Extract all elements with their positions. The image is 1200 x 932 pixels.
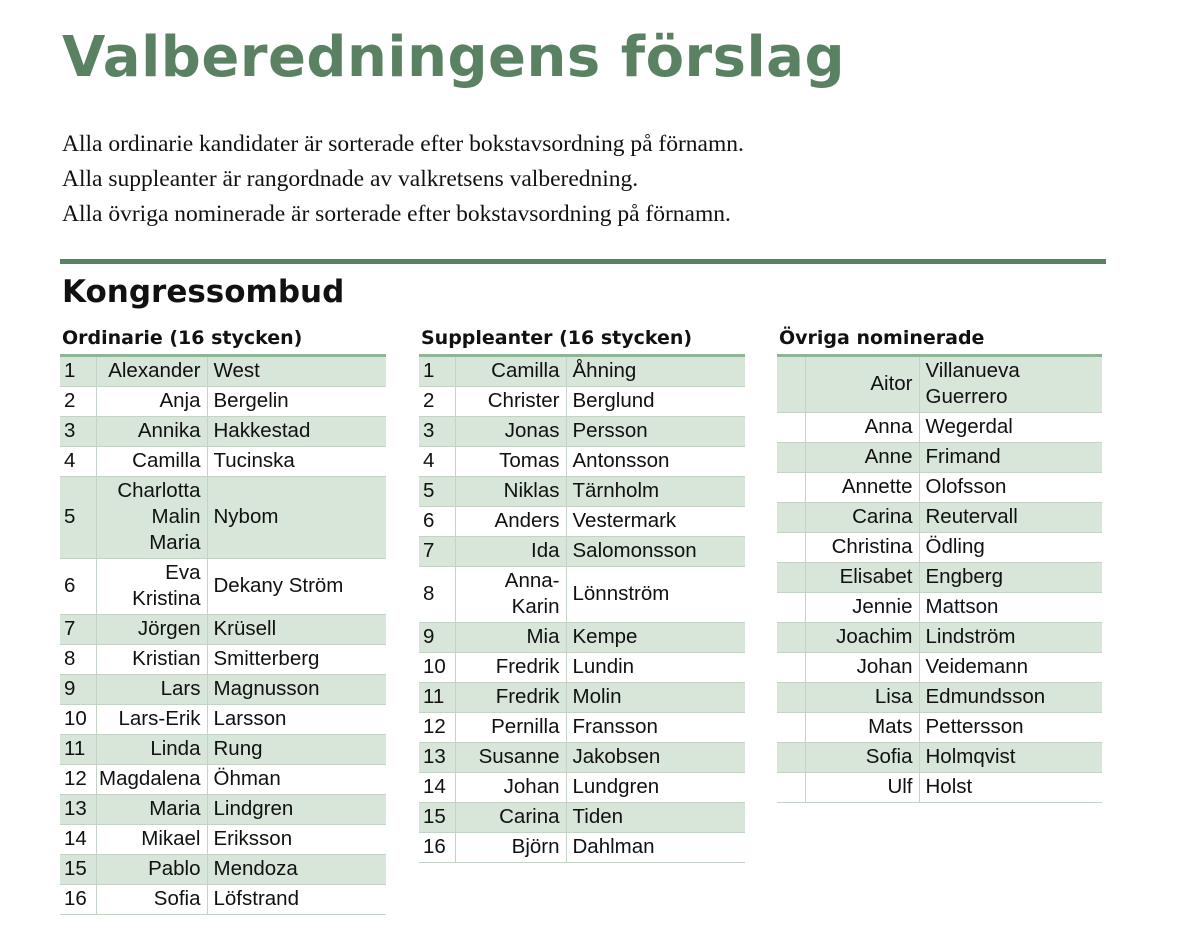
row-number: 14 [60,825,96,855]
row-number: 16 [419,833,455,863]
first-name: Linda [96,735,207,765]
first-name: Susanne [455,743,566,773]
row-number: 11 [419,683,455,713]
row-number: 1 [60,356,96,387]
table-row [419,653,745,683]
table-row [419,417,745,447]
last-name: Åhning [566,356,745,387]
first-name: Jennie [805,593,919,623]
row-number: 16 [60,885,96,915]
row-number [777,503,805,533]
last-name: Vestermark [566,507,745,537]
last-name: Fransson [566,713,745,743]
ovriga-heading: Övriga nominerade [779,327,985,349]
table-row [60,615,386,645]
row-number: 10 [60,705,96,735]
last-name: Nybom [207,477,386,559]
table-row [60,885,386,915]
first-name: Joachim [805,623,919,653]
last-name: Reutervall [919,503,1102,533]
last-name: Lindgren [207,795,386,825]
last-name: Bergelin [207,387,386,417]
first-name: Niklas [455,477,566,507]
last-name: Holmqvist [919,743,1102,773]
first-name: Maria [96,795,207,825]
first-name: Lisa [805,683,919,713]
last-name: Veidemann [919,653,1102,683]
table-row [777,683,1102,713]
table-row [777,443,1102,473]
table-row [419,743,745,773]
last-name: Villanueva Guerrero [919,356,1102,413]
first-name: Mikael [96,825,207,855]
table-row [419,623,745,653]
last-name: Engberg [919,563,1102,593]
row-number: 11 [60,735,96,765]
row-number: 7 [419,537,455,567]
first-name: Kristian [96,645,207,675]
last-name: Krüsell [207,615,386,645]
table-row [60,356,386,387]
first-name: Carina [455,803,566,833]
last-name: Kempe [566,623,745,653]
table-row [60,447,386,477]
table-row [777,623,1102,653]
first-name: Elisabet [805,563,919,593]
last-name: Eriksson [207,825,386,855]
row-number [777,593,805,623]
first-name: Pernilla [455,713,566,743]
first-name: Annette [805,473,919,503]
last-name: Löfstrand [207,885,386,915]
table-row [60,735,386,765]
row-number: 2 [419,387,455,417]
table-row [419,507,745,537]
first-name: Charlotta Malin Maria [96,477,207,559]
row-number: 4 [419,447,455,477]
intro-text [62,127,744,232]
first-name: Johan [455,773,566,803]
table-row [419,356,745,387]
last-name: Lundin [566,653,745,683]
last-name: Tärnholm [566,477,745,507]
last-name: Tucinska [207,447,386,477]
first-name: Anders [455,507,566,537]
first-name: Fredrik [455,653,566,683]
last-name: Molin [566,683,745,713]
table-row [777,653,1102,683]
first-name: Anja [96,387,207,417]
row-number: 10 [419,653,455,683]
first-name: Pablo [96,855,207,885]
first-name: Aitor [805,356,919,413]
row-number: 5 [60,477,96,559]
table-row [60,387,386,417]
intro-line: Alla övriga nominerade är sorterade efter bokstavsordning på förnamn. [62,201,731,227]
intro-line: Alla ordinarie kandidater är sorterade efter bokstavsordning på förnamn. [62,131,744,157]
row-number: 15 [60,855,96,885]
last-name: Holst [919,773,1102,803]
row-number: 8 [60,645,96,675]
section-title: Kongressombud [62,274,345,310]
last-name: Lundgren [566,773,745,803]
suppleanter-heading: Suppleanter (16 stycken) [421,327,693,349]
row-number: 5 [419,477,455,507]
table-row [419,803,745,833]
last-name: Ödling [919,533,1102,563]
first-name: Anne [805,443,919,473]
last-name: Mattson [919,593,1102,623]
row-number: 2 [60,387,96,417]
table-row [419,537,745,567]
table-row [419,447,745,477]
table-row [777,743,1102,773]
first-name: Fredrik [455,683,566,713]
row-number: 3 [419,417,455,447]
table-row [419,773,745,803]
last-name: Antonsson [566,447,745,477]
table-row [419,833,745,863]
ordinarie-column [60,322,386,915]
row-number [777,563,805,593]
first-name: Björn [455,833,566,863]
row-number: 13 [60,795,96,825]
row-number: 6 [60,559,96,615]
last-name: Mendoza [207,855,386,885]
first-name: Christina [805,533,919,563]
first-name: Jonas [455,417,566,447]
table-row [419,477,745,507]
row-number: 15 [419,803,455,833]
table-row [777,563,1102,593]
first-name: Lars [96,675,207,705]
row-number: 7 [60,615,96,645]
row-number [777,713,805,743]
table-row [777,593,1102,623]
row-number [777,653,805,683]
row-number [777,533,805,563]
section-divider [60,259,1106,264]
last-name: Magnusson [207,675,386,705]
row-number [777,356,805,413]
first-name: Alexander [96,356,207,387]
first-name: Tomas [455,447,566,477]
table-row [777,713,1102,743]
ovriga-table [777,354,1102,803]
row-number: 12 [419,713,455,743]
last-name: Jakobsen [566,743,745,773]
row-number: 3 [60,417,96,447]
table-row [60,675,386,705]
last-name: West [207,356,386,387]
first-name: Mia [455,623,566,653]
suppleanter-column [419,322,745,863]
first-name: Carina [805,503,919,533]
row-number [777,413,805,443]
row-number [777,623,805,653]
table-row [60,477,386,559]
table-row [60,825,386,855]
first-name: Magdalena [96,765,207,795]
last-name: Öhman [207,765,386,795]
first-name: Sofia [805,743,919,773]
table-row [777,473,1102,503]
table-row [777,413,1102,443]
intro-line: Alla suppleanter är rangordnade av valkretsens valberedning. [62,166,639,192]
table-row [60,559,386,615]
last-name: Hakkestad [207,417,386,447]
suppleanter-table [419,354,745,863]
row-number [777,443,805,473]
last-name: Olofsson [919,473,1102,503]
last-name: Salomonsson [566,537,745,567]
table-row [419,713,745,743]
row-number: 1 [419,356,455,387]
first-name: Camilla [455,356,566,387]
row-number: 4 [60,447,96,477]
row-number [777,683,805,713]
row-number [777,773,805,803]
last-name: Edmundsson [919,683,1102,713]
last-name: Berglund [566,387,745,417]
table-row [60,795,386,825]
last-name: Rung [207,735,386,765]
table-row [60,645,386,675]
table-row [419,683,745,713]
ordinarie-table [60,354,386,915]
row-number [777,473,805,503]
page-title: Valberedningens förslag [62,25,846,90]
first-name: Camilla [96,447,207,477]
last-name: Lindström [919,623,1102,653]
table-row [419,387,745,417]
first-name: Jörgen [96,615,207,645]
last-name: Pettersson [919,713,1102,743]
row-number: 12 [60,765,96,795]
last-name: Dekany Ström [207,559,386,615]
ovriga-column [777,322,1102,803]
table-row [60,765,386,795]
first-name: Mats [805,713,919,743]
table-row [60,855,386,885]
last-name: Persson [566,417,745,447]
row-number: 6 [419,507,455,537]
first-name: Christer [455,387,566,417]
table-row [60,705,386,735]
last-name: Larsson [207,705,386,735]
first-name: Ida [455,537,566,567]
table-row [60,417,386,447]
last-name: Frimand [919,443,1102,473]
last-name: Lönnström [566,567,745,623]
row-number: 8 [419,567,455,623]
first-name: Lars-Erik [96,705,207,735]
last-name: Tiden [566,803,745,833]
ordinarie-heading: Ordinarie (16 stycken) [62,327,303,349]
first-name: Eva Kristina [96,559,207,615]
first-name: Ulf [805,773,919,803]
first-name: Sofia [96,885,207,915]
first-name: Anna [805,413,919,443]
table-row [777,503,1102,533]
first-name: Johan [805,653,919,683]
last-name: Dahlman [566,833,745,863]
row-number [777,743,805,773]
table-row [777,356,1102,413]
table-row [777,773,1102,803]
table-row [777,533,1102,563]
row-number: 13 [419,743,455,773]
row-number: 14 [419,773,455,803]
table-row [419,567,745,623]
last-name: Smitterberg [207,645,386,675]
first-name: Annika [96,417,207,447]
first-name: Anna-Karin [455,567,566,623]
row-number: 9 [419,623,455,653]
last-name: Wegerdal [919,413,1102,443]
row-number: 9 [60,675,96,705]
